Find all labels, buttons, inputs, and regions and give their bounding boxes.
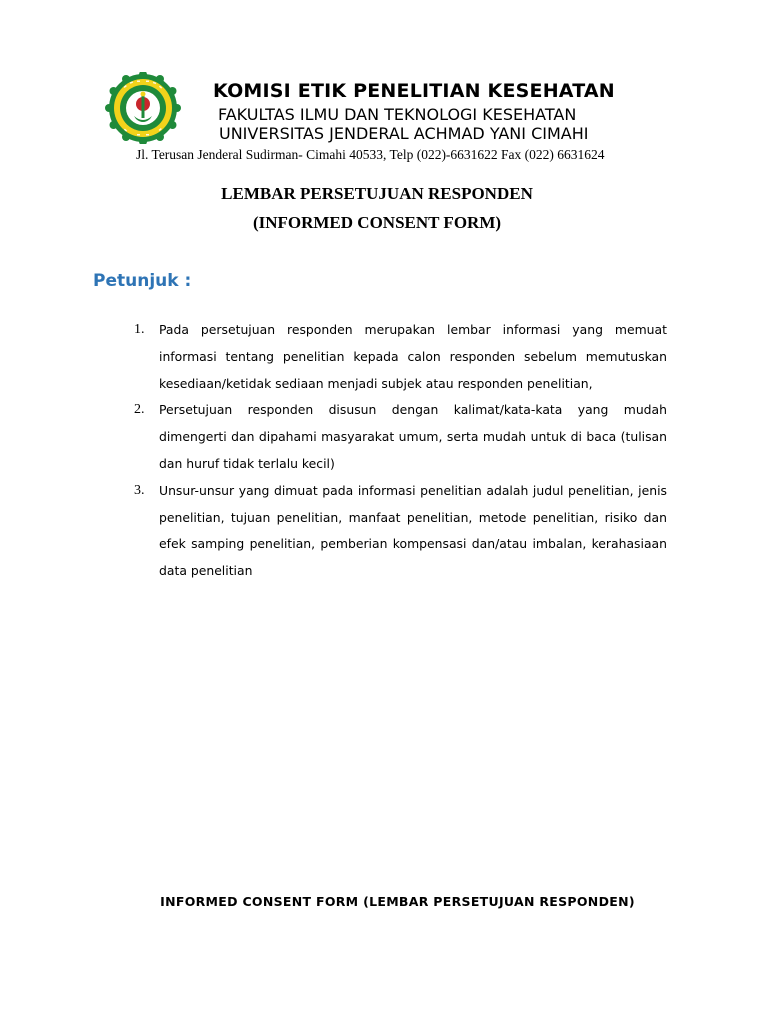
- form-title: LEMBAR PERSETUJUAN RESPONDEN: [221, 184, 533, 203]
- university-name: UNIVERSITAS JENDERAL ACHMAD YANI CIMAHI: [219, 124, 589, 143]
- list-item: [130, 397, 667, 477]
- list-item-number: 3.: [134, 482, 145, 498]
- faculty-name: FAKULTAS ILMU DAN TEKNOLOGI KESEHATAN: [218, 105, 577, 124]
- list-item-number: 1.: [134, 322, 145, 337]
- footer-form-title: INFORMED CONSENT FORM (LEMBAR PERSETUJUAN RESPONDEN): [160, 894, 635, 909]
- university-seal-icon: [104, 72, 182, 144]
- list-item: [130, 317, 667, 397]
- list-item-text: Persetujuan responden disusun dengan kalimat/kata-kata yang mudah dimengerti dan dipahami masyarakat umum, serta mudah untuk di baca (tulisan dan huruf tidak terlalu kecil): [159, 402, 667, 471]
- form-subtitle: (INFORMED CONSENT FORM): [252, 213, 502, 232]
- instructions-heading: Petunjuk :: [93, 271, 192, 291]
- list-item-text: Pada persetujuan responden merupakan lembar informasi yang memuat informasi tentang penelitian kepada calon responden sebelum memutuskan kesediaan/ketidak sediaan menjadi subjek atau responden penelitian,: [159, 322, 667, 391]
- list-item-number: 2.: [134, 402, 145, 418]
- list-item: [130, 478, 667, 585]
- address-line: Jl. Terusan Jenderal Sudirman- Cimahi 40533, Telp (022)-6631622 Fax (022) 6631624: [136, 147, 605, 162]
- instructions-list: [130, 317, 667, 585]
- committee-title: KOMISI ETIK PENELITIAN KESEHATAN: [213, 80, 615, 102]
- list-item-text: Unsur-unsur yang dimuat pada informasi penelitian adalah judul penelitian, jenis penelitian, tujuan penelitian, manfaat penelitian, metode penelitian, risiko dan efek samping penelitian, pemberian kompensasi dan/atau imbalan, kerahasiaan data penelitian: [159, 482, 667, 579]
